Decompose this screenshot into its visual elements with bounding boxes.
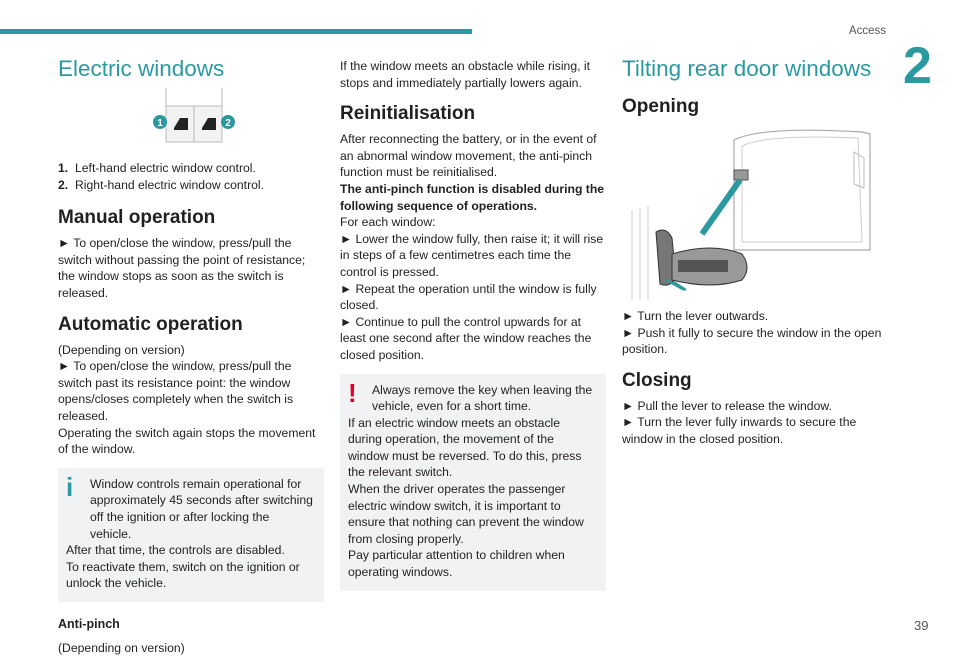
anti-pinch-text: (Depending on version)	[58, 641, 185, 656]
reinit-step-1: ► Lower the window fully, then raise it; it will rise in steps of a few centimetres each time the control is pressed.	[340, 231, 604, 279]
header-accent-bar	[0, 29, 472, 34]
open-step-1: ► Turn the lever outwards.	[622, 309, 769, 323]
section-label: Access	[848, 25, 886, 37]
warning-text-3: When the driver operates the passenger electric window switch, it is important to ensure that nothing can prevent the window from closing properly.	[348, 482, 584, 546]
warning-text-1: Always remove the key when leaving the vehicle, even for a short time.	[372, 382, 593, 414]
column-2	[340, 58, 606, 591]
warning-icon: !	[348, 377, 357, 408]
obstacle-text: If the window meets an obstacle while rising, it stops and immediately partially lowers again.	[340, 59, 590, 90]
automatic-version-note: (Depending on version)	[58, 342, 185, 357]
reinit-text-1: After reconnecting the battery, or in the event of an abnormal window movement, the anti-pinch function must be reinitialised.	[340, 132, 597, 180]
reinit-step-3: ► Continue to pull the control upwards for at least one second after the window reaches the closed position.	[340, 314, 592, 362]
automatic-operation-text: ► To open/close the window, press/pull the switch past its resistance point: the window opens/closes completely when the switch is released.	[58, 359, 294, 423]
figure-label-1: 1	[157, 118, 163, 129]
automatic-operation-heading: Automatic operation	[58, 313, 243, 335]
warning-text-2: If an electric window meets an obstacle during operation, the movement of the window must be reversed. To do this, press the relevant switch.	[348, 415, 582, 480]
info-text-2: After that time, the controls are disabled.	[66, 543, 285, 558]
close-step-2: ► Turn the lever fully inwards to secure the window in the closed position.	[622, 415, 857, 446]
page-number: 39	[914, 618, 929, 633]
reinitialisation-heading: Reinitialisation	[340, 103, 476, 125]
manual-operation-heading: Manual operation	[58, 207, 216, 229]
electric-windows-title: Electric windows	[58, 56, 225, 81]
info-text-1: Window controls remain operational for approximately 45 seconds after switching off the ignition or after locking the vehicle.	[90, 476, 313, 541]
window-switch-illustration	[58, 84, 324, 152]
list-item: 2. Right-hand electric window control.	[58, 177, 264, 192]
column-1	[58, 50, 324, 657]
figure-label-2: 2	[225, 118, 231, 129]
info-icon: i	[66, 471, 74, 502]
rear-window-figure	[622, 122, 890, 300]
reinit-step-2: ► Repeat the operation until the window is fully closed.	[340, 281, 597, 313]
anti-pinch-heading: Anti-pinch	[58, 616, 120, 631]
info-note	[58, 468, 324, 602]
info-text-3: To reactivate them, switch on the ignition or unlock the vehicle.	[66, 559, 300, 591]
chapter-number: 2	[903, 37, 932, 95]
list-item: 1. Left-hand electric window control.	[58, 161, 256, 175]
reinit-text-2: For each window:	[340, 215, 436, 230]
warning-text-4: Pay particular attention to children when operating windows.	[348, 548, 565, 580]
rear-window-illustration	[622, 122, 890, 300]
opening-heading: Opening	[622, 96, 700, 117]
tilting-windows-title: Tilting rear door windows	[622, 56, 872, 81]
manual-operation-text: ► To open/close the window, press/pull the switch without passing the point of resistance; the window stops as soon as the switch is released.	[58, 236, 306, 300]
automatic-stop-text: Operating the switch again stops the movement of the window.	[58, 425, 316, 457]
column-3	[622, 50, 890, 448]
reinit-bold-text: The anti-pinch function is disabled during the following sequence of operations.	[340, 181, 605, 213]
closing-heading: Closing	[622, 369, 692, 391]
close-step-1: ► Pull the lever to release the window.	[622, 398, 832, 413]
window-switch-figure	[58, 84, 324, 152]
open-step-2: ► Push it fully to secure the window in the open position.	[622, 325, 882, 357]
warning-note	[340, 374, 606, 591]
